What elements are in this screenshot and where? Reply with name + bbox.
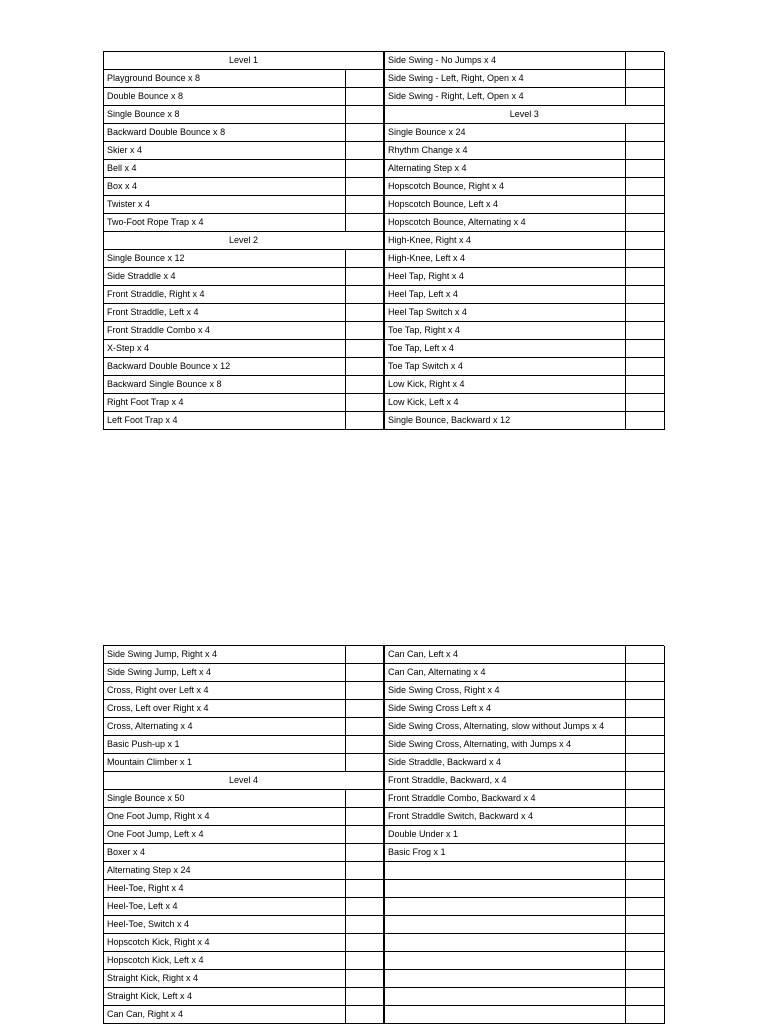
check-box[interactable] (345, 952, 384, 970)
skill-label: Hopscotch Bounce, Alternating x 4 (384, 214, 625, 232)
check-box[interactable] (625, 286, 664, 304)
check-box[interactable] (345, 88, 384, 106)
check-box[interactable] (345, 844, 384, 862)
skill-label: Backward Double Bounce x 8 (104, 124, 345, 142)
check-box[interactable] (345, 664, 384, 682)
skill-label: Right Foot Trap x 4 (104, 394, 345, 412)
table-row (104, 862, 664, 880)
table-row (104, 646, 664, 664)
skill-label: Toe Tap Switch x 4 (384, 358, 625, 376)
check-box[interactable] (625, 916, 664, 934)
skills-table-bottom (104, 646, 665, 1024)
skill-label: Backward Double Bounce x 12 (104, 358, 345, 376)
check-box[interactable] (345, 412, 384, 430)
skill-label: Front Straddle Combo x 4 (104, 322, 345, 340)
table-row (104, 736, 664, 754)
check-box[interactable] (345, 970, 384, 988)
check-box[interactable] (625, 808, 664, 826)
table-row (104, 286, 664, 304)
check-box[interactable] (625, 880, 664, 898)
skill-label: Side Straddle, Backward x 4 (384, 754, 625, 772)
skill-label: Double Under x 1 (384, 826, 625, 844)
check-box[interactable] (625, 754, 664, 772)
table-row (104, 916, 664, 934)
skill-label: X-Step x 4 (104, 340, 345, 358)
check-box[interactable] (625, 844, 664, 862)
check-box[interactable] (345, 646, 384, 664)
skills-table-top (104, 52, 665, 430)
table-row (104, 754, 664, 772)
check-box[interactable] (345, 322, 384, 340)
skill-label: Toe Tap, Left x 4 (384, 340, 625, 358)
check-box[interactable] (345, 826, 384, 844)
level-heading: Level 2 (104, 232, 384, 250)
table-row (104, 160, 664, 178)
check-box[interactable] (345, 682, 384, 700)
level-heading: Level 3 (384, 106, 664, 124)
check-box[interactable] (625, 952, 664, 970)
check-box[interactable] (625, 700, 664, 718)
check-box[interactable] (345, 268, 384, 286)
skill-label (384, 916, 625, 934)
check-box[interactable] (345, 700, 384, 718)
table-row (104, 880, 664, 898)
check-box[interactable] (625, 178, 664, 196)
check-box[interactable] (625, 988, 664, 1006)
level-heading: Level 1 (104, 52, 384, 70)
skill-label: Single Bounce x 12 (104, 250, 345, 268)
check-box[interactable] (345, 196, 384, 214)
skill-label (384, 862, 625, 880)
check-box[interactable] (625, 394, 664, 412)
skill-label: Can Can, Left x 4 (384, 646, 625, 664)
check-box[interactable] (345, 70, 384, 88)
table-row (104, 970, 664, 988)
skill-label (384, 880, 625, 898)
skill-label: Skier x 4 (104, 142, 345, 160)
check-box[interactable] (345, 160, 384, 178)
check-box[interactable] (625, 790, 664, 808)
skill-label: Boxer x 4 (104, 844, 345, 862)
table-row (104, 358, 664, 376)
skill-label: Side Swing Cross, Right x 4 (384, 682, 625, 700)
check-box[interactable] (345, 340, 384, 358)
skill-label: Mountain Climber x 1 (104, 754, 345, 772)
check-box[interactable] (345, 898, 384, 916)
table-row (104, 196, 664, 214)
table-row (104, 412, 664, 430)
skill-label: Two-Foot Rope Trap x 4 (104, 214, 345, 232)
check-box[interactable] (345, 1006, 384, 1024)
check-box[interactable] (625, 70, 664, 88)
check-box[interactable] (345, 880, 384, 898)
skill-label: Front Straddle Combo, Backward x 4 (384, 790, 625, 808)
check-box[interactable] (625, 232, 664, 250)
table-row (104, 718, 664, 736)
check-box[interactable] (625, 970, 664, 988)
check-box[interactable] (625, 358, 664, 376)
skill-label (384, 970, 625, 988)
check-box[interactable] (345, 718, 384, 736)
table-row (104, 934, 664, 952)
table-row (104, 394, 664, 412)
skill-label: Hopscotch Bounce, Left x 4 (384, 196, 625, 214)
skill-label: Side Straddle x 4 (104, 268, 345, 286)
check-box[interactable] (345, 106, 384, 124)
table-row (104, 700, 664, 718)
check-box[interactable] (625, 124, 664, 142)
check-box[interactable] (625, 772, 664, 790)
table-row (104, 952, 664, 970)
table-row (104, 322, 664, 340)
skill-label: Side Swing Jump, Right x 4 (104, 646, 345, 664)
skill-label: Low Kick, Left x 4 (384, 394, 625, 412)
table-row (104, 214, 664, 232)
level-heading: Level 4 (104, 772, 384, 790)
table-row (104, 70, 664, 88)
skill-label: Twister x 4 (104, 196, 345, 214)
table-row (104, 1006, 664, 1024)
skill-label: Low Kick, Right x 4 (384, 376, 625, 394)
skill-label: Side Swing - No Jumps x 4 (384, 52, 625, 70)
check-box[interactable] (625, 1006, 664, 1024)
skill-label: Side Swing Jump, Left x 4 (104, 664, 345, 682)
check-box[interactable] (625, 664, 664, 682)
check-box[interactable] (345, 754, 384, 772)
skill-label: One Foot Jump, Left x 4 (104, 826, 345, 844)
table-row (104, 232, 664, 250)
skill-label: Straight Kick, Left x 4 (104, 988, 345, 1006)
check-box[interactable] (625, 322, 664, 340)
skill-label: Can Can, Alternating x 4 (384, 664, 625, 682)
skill-label: Left Foot Trap x 4 (104, 412, 345, 430)
check-box[interactable] (345, 142, 384, 160)
check-box[interactable] (625, 88, 664, 106)
check-box[interactable] (345, 916, 384, 934)
table-row (104, 844, 664, 862)
skill-label: Heel-Toe, Switch x 4 (104, 916, 345, 934)
skill-label: Double Bounce x 8 (104, 88, 345, 106)
skill-label: One Foot Jump, Right x 4 (104, 808, 345, 826)
skill-label: Heel-Toe, Left x 4 (104, 898, 345, 916)
skill-label: High-Knee, Left x 4 (384, 250, 625, 268)
check-box[interactable] (345, 934, 384, 952)
check-box[interactable] (625, 718, 664, 736)
skill-label: Backward Single Bounce x 8 (104, 376, 345, 394)
skill-label: Side Swing Cross, Alternating, with Jumps x 4 (384, 736, 625, 754)
check-box[interactable] (625, 160, 664, 178)
check-box[interactable] (345, 358, 384, 376)
check-box[interactable] (625, 142, 664, 160)
skill-label: Box x 4 (104, 178, 345, 196)
check-box[interactable] (625, 52, 664, 70)
skill-label: Toe Tap, Right x 4 (384, 322, 625, 340)
check-box[interactable] (345, 394, 384, 412)
check-box[interactable] (625, 826, 664, 844)
skill-label: Heel Tap, Left x 4 (384, 286, 625, 304)
skill-label: Front Straddle, Backward, x 4 (384, 772, 625, 790)
table-row (104, 682, 664, 700)
check-box[interactable] (625, 682, 664, 700)
skill-label: Front Straddle, Left x 4 (104, 304, 345, 322)
check-box[interactable] (625, 646, 664, 664)
check-box[interactable] (345, 124, 384, 142)
skill-label: Hopscotch Bounce, Right x 4 (384, 178, 625, 196)
skill-label: Alternating Step x 24 (104, 862, 345, 880)
table-row (104, 88, 664, 106)
check-box[interactable] (345, 988, 384, 1006)
skill-label: Single Bounce x 24 (384, 124, 625, 142)
skill-label: Hopscotch Kick, Left x 4 (104, 952, 345, 970)
skill-label: Side Swing - Right, Left, Open x 4 (384, 88, 625, 106)
skill-label: Straight Kick, Right x 4 (104, 970, 345, 988)
skill-label: Single Bounce x 50 (104, 790, 345, 808)
check-box[interactable] (625, 862, 664, 880)
table-row (104, 268, 664, 286)
check-box[interactable] (345, 736, 384, 754)
check-box[interactable] (625, 196, 664, 214)
skill-label (384, 898, 625, 916)
skill-label: Basic Push-up x 1 (104, 736, 345, 754)
skill-label: Front Straddle, Right x 4 (104, 286, 345, 304)
skill-label: Front Straddle Switch, Backward x 4 (384, 808, 625, 826)
check-box[interactable] (625, 376, 664, 394)
check-box[interactable] (625, 340, 664, 358)
table-row (104, 178, 664, 196)
skill-label: Rhythm Change x 4 (384, 142, 625, 160)
skill-label: Heel Tap Switch x 4 (384, 304, 625, 322)
table-row (104, 898, 664, 916)
check-box[interactable] (625, 304, 664, 322)
skills-checklist-bottom (103, 645, 664, 1024)
check-box[interactable] (345, 304, 384, 322)
table-row (104, 124, 664, 142)
skill-label: Side Swing - Left, Right, Open x 4 (384, 70, 625, 88)
table-row (104, 304, 664, 322)
check-box[interactable] (625, 412, 664, 430)
skill-label: Alternating Step x 4 (384, 160, 625, 178)
table-row (104, 250, 664, 268)
skill-label: Cross, Left over Right x 4 (104, 700, 345, 718)
skill-label: Side Swing Cross Left x 4 (384, 700, 625, 718)
table-row (104, 988, 664, 1006)
table-row (104, 826, 664, 844)
check-box[interactable] (345, 250, 384, 268)
skill-label: Heel Tap, Right x 4 (384, 268, 625, 286)
skill-label (384, 934, 625, 952)
skill-label: Hopscotch Kick, Right x 4 (104, 934, 345, 952)
skill-label: Bell x 4 (104, 160, 345, 178)
table-row (104, 808, 664, 826)
check-box[interactable] (625, 214, 664, 232)
check-box[interactable] (345, 286, 384, 304)
check-box[interactable] (625, 268, 664, 286)
skill-label (384, 952, 625, 970)
skill-label: Single Bounce x 8 (104, 106, 345, 124)
check-box[interactable] (345, 214, 384, 232)
skill-label: Cross, Alternating x 4 (104, 718, 345, 736)
table-row (104, 376, 664, 394)
check-box[interactable] (345, 790, 384, 808)
skill-label: Single Bounce, Backward x 12 (384, 412, 625, 430)
check-box[interactable] (345, 808, 384, 826)
table-row (104, 106, 664, 124)
table-row (104, 142, 664, 160)
table-row (104, 790, 664, 808)
check-box[interactable] (345, 178, 384, 196)
table-row (104, 772, 664, 790)
check-box[interactable] (625, 250, 664, 268)
check-box[interactable] (625, 934, 664, 952)
skill-label: High-Knee, Right x 4 (384, 232, 625, 250)
table-row (104, 52, 664, 70)
skills-checklist-top (103, 51, 664, 430)
check-box[interactable] (625, 736, 664, 754)
table-row (104, 664, 664, 682)
skill-label: Basic Frog x 1 (384, 844, 625, 862)
skill-label (384, 1006, 625, 1024)
skill-label: Side Swing Cross, Alternating, slow without Jumps x 4 (384, 718, 625, 736)
check-box[interactable] (345, 862, 384, 880)
check-box[interactable] (345, 376, 384, 394)
skill-label: Cross, Right over Left x 4 (104, 682, 345, 700)
check-box[interactable] (625, 898, 664, 916)
skill-label (384, 988, 625, 1006)
skill-label: Heel-Toe, Right x 4 (104, 880, 345, 898)
table-row (104, 340, 664, 358)
skill-label: Can Can, Right x 4 (104, 1006, 345, 1024)
skill-label: Playground Bounce x 8 (104, 70, 345, 88)
